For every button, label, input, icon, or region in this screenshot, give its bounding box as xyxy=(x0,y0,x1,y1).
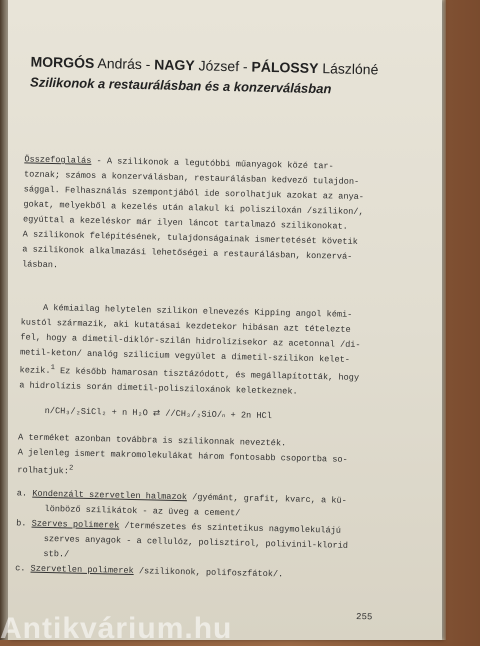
abstract-line: toznak; számos a konzerválásban, restaurálásban kedvező tulajdon- xyxy=(23,169,360,188)
body-text: Ez később hamarosan tisztázódott, és megállapították, hogy xyxy=(54,366,360,383)
author-1-last: MORGÓS xyxy=(30,53,95,71)
author-2-first: József xyxy=(198,57,240,75)
abstract-line: a szilikonok alkalmazási lehetőségei a restaurálásban, konzervá- xyxy=(22,244,353,262)
body-line: metil-keton/ analóg szilicium vegyület a dimetil-szilikon kelet- xyxy=(19,347,351,365)
author-3-last: PÁLOSSY xyxy=(251,58,319,77)
abstract xyxy=(22,152,425,281)
list-term: Szerves polimerek xyxy=(31,518,120,531)
body-line: a hidrolízis során dimetil-polisziloxánok keletkeznek. xyxy=(19,380,298,397)
list-continuation: stb./ xyxy=(43,548,70,560)
page-edge xyxy=(442,0,446,640)
author-separator: - xyxy=(141,56,155,73)
body-line: fel, hogy a dimetil-diklór-szilán hidrolízisekor az acetonnal /di- xyxy=(20,332,361,351)
body-text: kezik. xyxy=(19,365,51,376)
author-2-last: NAGY xyxy=(154,56,195,74)
abstract-line: lásban. xyxy=(21,259,59,271)
footnote-mark: 1 xyxy=(50,364,56,373)
article-body xyxy=(15,300,421,585)
article-title: Szilikonok a restaurálásban és a konzerválásban xyxy=(29,74,332,97)
body-line: A kémiailag helytelen szilikon elnevezés Kipping angol kémi- xyxy=(42,302,353,320)
chemical-formula: n/CH₃/₂SiCl₂ + n H₂O ⇄ //CH₃/₂SiO/ₙ + 2n HCl xyxy=(44,405,272,421)
abstract-line: A szilikonok felépítésének, tulajdonságainak ismertetését követik xyxy=(22,229,358,247)
list-marker: b. xyxy=(16,518,27,529)
list-text: /természetes és szintetikus nagymolekulájú xyxy=(119,520,342,536)
body-text: rolhatjuk: xyxy=(17,465,70,477)
abstract-heading: Összefoglalás xyxy=(24,154,92,166)
body-line: A jelenleg ismert makromolekulákat három fontosabb csoportba so- xyxy=(17,447,348,465)
list-term: Szervetlen polimerek xyxy=(30,563,134,576)
body-line: A terméket azonban továbbra is szilikonnak nevezték. xyxy=(17,432,287,449)
list-continuation: szerves anyagok - a cellulóz, polisztirol, polivinil-klorid xyxy=(43,533,349,551)
abstract-line: gokat, melyekből a kezelés után alakul ki polisziloxán /szilikon/, xyxy=(23,199,364,218)
list-marker: a. xyxy=(16,488,28,499)
watermark: Antikvárium.hu xyxy=(0,612,233,645)
author-3-first: Lászlóné xyxy=(322,60,379,78)
footnote-mark: 2 xyxy=(68,464,74,473)
page-number: 255 xyxy=(355,612,373,623)
list-term: Kondenzált szervetlen halmazok xyxy=(32,488,188,502)
book-page xyxy=(8,0,442,640)
list-text: /gyémánt, grafit, kvarc, a kü- xyxy=(186,491,347,506)
page-content xyxy=(8,0,442,623)
list-marker: c. xyxy=(15,563,26,574)
list-text: /szilikonok, polifoszfátok/. xyxy=(133,565,284,580)
list-continuation: lönböző szilikátok - az üveg a cement/ xyxy=(44,503,241,519)
author-1-first: András xyxy=(97,55,143,73)
body-line: kustól származik, aki kutatásai kezdetekor hibásan azt tételezte xyxy=(20,317,351,335)
abstract-line: sággal. Felhasználás szempontjából ide sorolhatjuk azokat az anya- xyxy=(23,184,365,203)
author-separator: - xyxy=(238,58,252,75)
abstract-text: - A szilikonok a legutóbbi műanyagok közé tar- xyxy=(91,155,334,172)
authors-line xyxy=(30,54,430,79)
abstract-line: egyúttal a kezeléskor már ilyen láncot tartalmazó szilikonokat. xyxy=(22,214,348,232)
